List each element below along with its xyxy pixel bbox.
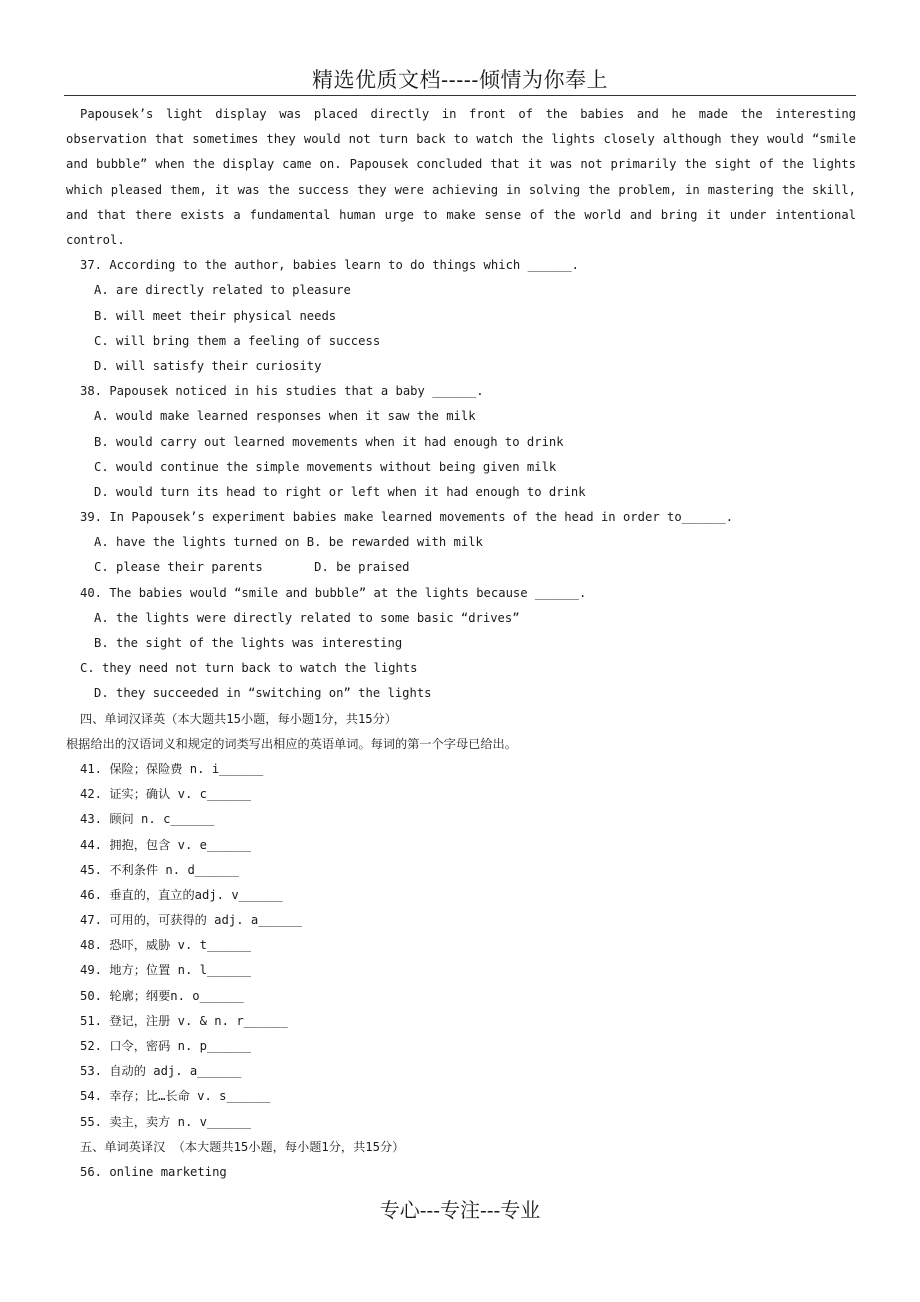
question-stem: 37. According to the author, babies learn to do things which ______. (80, 258, 579, 273)
question-stem: 39. In Papousek’s experiment babies make learned movements of the head in order to______. (80, 510, 734, 525)
vocab-item: 43. 顾问 n. c______ (80, 812, 215, 827)
vocab-item: 45. 不利条件 n. d______ (80, 862, 239, 877)
page-footer: 专心---专注---专业 (379, 1198, 541, 1222)
vocab-item: 56. online marketing (80, 1164, 227, 1179)
section-heading: 五、单词英译汉 （本大题共15小题，每小题1分，共15分） (80, 1139, 405, 1154)
answer-option: D. they succeeded in “switching on” the lights (94, 686, 432, 701)
answer-option: C. they need not turn back to watch the lights (80, 661, 418, 676)
answer-option: C. would continue the simple movements without being given milk (94, 459, 557, 474)
vocab-item: 42. 证实；确认 v. c______ (80, 787, 251, 802)
answer-option: A. are directly related to pleasure (94, 283, 351, 298)
answer-option: D. would turn its head to right or left when it had enough to drink (94, 484, 586, 499)
section-instruction: 根据给出的汉语词义和规定的词类写出相应的英语单词。每词的第一个字母已给出。 (66, 736, 517, 751)
vocab-item: 53. 自动的 adj. a______ (80, 1064, 242, 1079)
header-divider (64, 95, 856, 96)
vocab-item: 44. 拥抱，包含 v. e______ (80, 837, 251, 852)
answer-option: A. would make learned responses when it saw the milk (94, 409, 476, 424)
reading-passage: Papousek’s light display was placed directly in front of the babies and he made the interesting observation that sometimes they would not turn back to watch the lights closely although they would “smile and bubble” when the display came on. Papousek concluded that it was not primarily the sight of the lights which pleased them, it was the success they were achieving in solving the problem, in mastering the skill, and that there exists a fundamental human urge to make sense of the world and bring it under intentional control. (66, 107, 856, 248)
answer-option: B. will meet their physical needs (94, 308, 337, 323)
vocab-item: 54. 幸存；比…长命 v. s______ (80, 1089, 271, 1104)
vocab-item: 50. 轮廓；纲要n. o______ (80, 988, 244, 1003)
page-header-title: 精选优质文档-----倾情为你奉上 (312, 68, 608, 92)
section-heading: 四、单词汉译英（本大题共15小题，每小题1分，共15分） (80, 711, 397, 726)
vocab-item: 52. 口令，密码 n. p______ (80, 1039, 251, 1054)
answer-option: B. would carry out learned movements when it had enough to drink (94, 434, 564, 449)
answer-option: C. will bring them a feeling of success (94, 333, 381, 348)
answer-option: A. have the lights turned on B. be rewarded with milk (94, 535, 483, 550)
vocab-item: 55. 卖主，卖方 n. v______ (80, 1114, 251, 1129)
document-body (66, 102, 856, 1185)
question-stem: 40. The babies would “smile and bubble” at the lights because ______. (80, 585, 587, 600)
vocab-item: 46. 垂直的，直立的adj. v______ (80, 887, 283, 902)
vocab-item: 51. 登记，注册 v. & n. r______ (80, 1013, 288, 1028)
answer-option: C. please their parents D. be praised (94, 560, 410, 575)
answer-option: D. will satisfy their curiosity (94, 358, 322, 373)
answer-option: B. the sight of the lights was interesting (94, 636, 403, 651)
vocab-item: 47. 可用的，可获得的 adj. a______ (80, 913, 303, 928)
answer-option: A. the lights were directly related to some basic “drives” (94, 610, 520, 625)
question-stem: 38. Papousek noticed in his studies that a baby ______. (80, 384, 484, 399)
vocab-item: 41. 保险；保险费 n. i______ (80, 761, 264, 776)
vocab-item: 49. 地方；位置 n. l______ (80, 963, 251, 978)
vocab-item: 48. 恐吓，威胁 v. t______ (80, 938, 251, 953)
